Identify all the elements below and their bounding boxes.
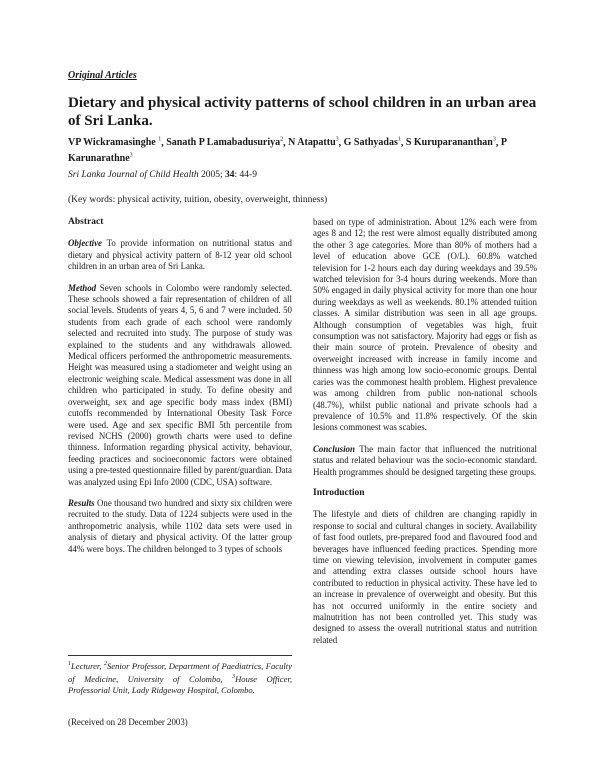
- journal-name: Sri Lanka Journal of Child Health: [68, 170, 199, 180]
- objective-label: Objective: [68, 238, 103, 249]
- results-label: Results: [68, 497, 95, 508]
- author: S Kuruparananthan$^3$: [405, 137, 496, 149]
- objective-paragraph: Objective To provide information on nutritional status and dietary and physical activity pattern of 8-12 year old school children in an urban area of Sri Lanka.: [68, 238, 292, 272]
- author-affiliations: $^1$Lecturer, $^2$Senior Professor, Department of Paediatrics, Faculty of Medicine, University of Colombo, $^3$House Officer, Professorial Unit, Lady Ridgeway Hospital, Colombo.: [68, 660, 292, 695]
- footnote-divider: [68, 655, 292, 656]
- received-date: (Received on 28 December 2003): [68, 717, 188, 727]
- journal-citation: [68, 170, 257, 180]
- abstract-heading: Abstract: [68, 217, 104, 227]
- author: VP Wickramasinghe $^1$: [68, 137, 162, 149]
- author-list: VP Wickramasinghe $^1$, Sanath P Lamabadusuriya$^2$, N Atapattu$^3$, G Sathyadas$^1$, S Kuruparananthan$^3$, P Karunarathne$^3$: [68, 137, 507, 164]
- conclusion-label: Conclusion: [313, 443, 355, 454]
- results-continued: based on type of administration. About 12% each were from ages 8 and 12; the rest were almost equally distributed among the other 3 age categories. More than 80% of mothers had a level of education above GCE (O/L). 60.8% watched television for 1-2 hours each day during weekdays and 39.5% watched television for 3-4 hours during weekends. More than 50% engaged in daily physical activity for more than one hour during weekdays as well as weekends. 80.1% attended tuition classes. A similar distribution was seen in all age groups. Although consumption of vegetables was high, fruit consumption was not satisfactory. Majority had eggs or fish as their main source of protein. Prevalence of obesity and overweight increased with increase in family income and thinness was high among low socio-economic groups. Dental caries was the commonest health problem. Highest prevalence was among children from public non-national schools (48.7%), whilst public national and private schools had a prevalence of 10.5% and 11.8% respectively. Of the skin lesions commonest was scabies.: [313, 217, 537, 433]
- section-tag: Original Articles: [68, 70, 137, 81]
- keywords: (Key words: physical activity, tuition, obesity, overweight, thinness): [68, 195, 328, 205]
- author: Sanath P Lamabadusuriya$^2$: [166, 137, 284, 149]
- right-column: [313, 217, 537, 656]
- author: N Atapattu$^3$: [288, 137, 339, 149]
- journal-volume: 34: [225, 170, 235, 180]
- left-column: [68, 217, 292, 565]
- journal-year: 2005;: [201, 170, 223, 180]
- results-paragraph: Results One thousand two hundred and sixty six children were recruited to the study. Data of 1224 subjects were used in the anthropometric analysis, while 1102 data sets were used in analysis of dietary and physical activity. Of the latter group 44% were boys. The children belonged to 3 types of schools: [68, 497, 292, 554]
- method-paragraph: Method Seven schools in Colombo were randomly selected. These schools showed a fair representation of children of all social levels. Students of years 4, 5, 6 and 7 were included. 50 students from each grade of each school were randomly selected and recruited into study. The purpose of study was explained to the students and any withdrawals allowed. Medical officers performed the anthropometric measurements. Height was measured using a stadiometer and weight using an electronic weighing scale. Medical assessment was done in all children who participated in study. To define obesity and overweight, sex and age specific body mass index (BMI) cutoffs recommended by International Obesity Task Force were used. Age and sex specific BMI 5th percentile from revised NCHS (2000) growth charts were used to define thinness. Information regarding physical activity, behaviour, feeding practices and socioeconomic factors were obtained using a pre-tested questionnaire filled by parent/guardian. Data was analyzed using Epi Info 2000 (CDC, USA) software.: [68, 282, 292, 487]
- method-label: Method: [68, 282, 97, 293]
- introduction-paragraph: The lifestyle and diets of children are changing rapidly in response to social and cultural changes in society. Availability of fast food outlets, pre-prepared food and flavoured food and beverages have influenced feeding practices. Spending more time on viewing television, involvement in computer games and attending extra classes outside school hours have contributed to reduction in physical activity. These have led to an increase in prevalence of overweight and obesity. But this has not occurred uniformly in the entire society and malnutrition has not been controlled yet. This study was designed to assess the overall nutritional status and nutrition related: [313, 509, 537, 645]
- author: G Sathyadas$^1$: [343, 137, 401, 149]
- journal-pages: : 44-9: [234, 170, 257, 180]
- conclusion-paragraph: Conclusion The main factor that influenced the nutritional status and related behaviour was the socio-economic standard. Health programmes should be designed targeting these groups.: [313, 443, 537, 477]
- introduction-heading: Introduction: [313, 487, 365, 498]
- author: P Karunarathne$^3$: [68, 137, 507, 164]
- article-title: Dietary and physical activity patterns of school children in an urban area of Sri Lanka.: [68, 95, 537, 129]
